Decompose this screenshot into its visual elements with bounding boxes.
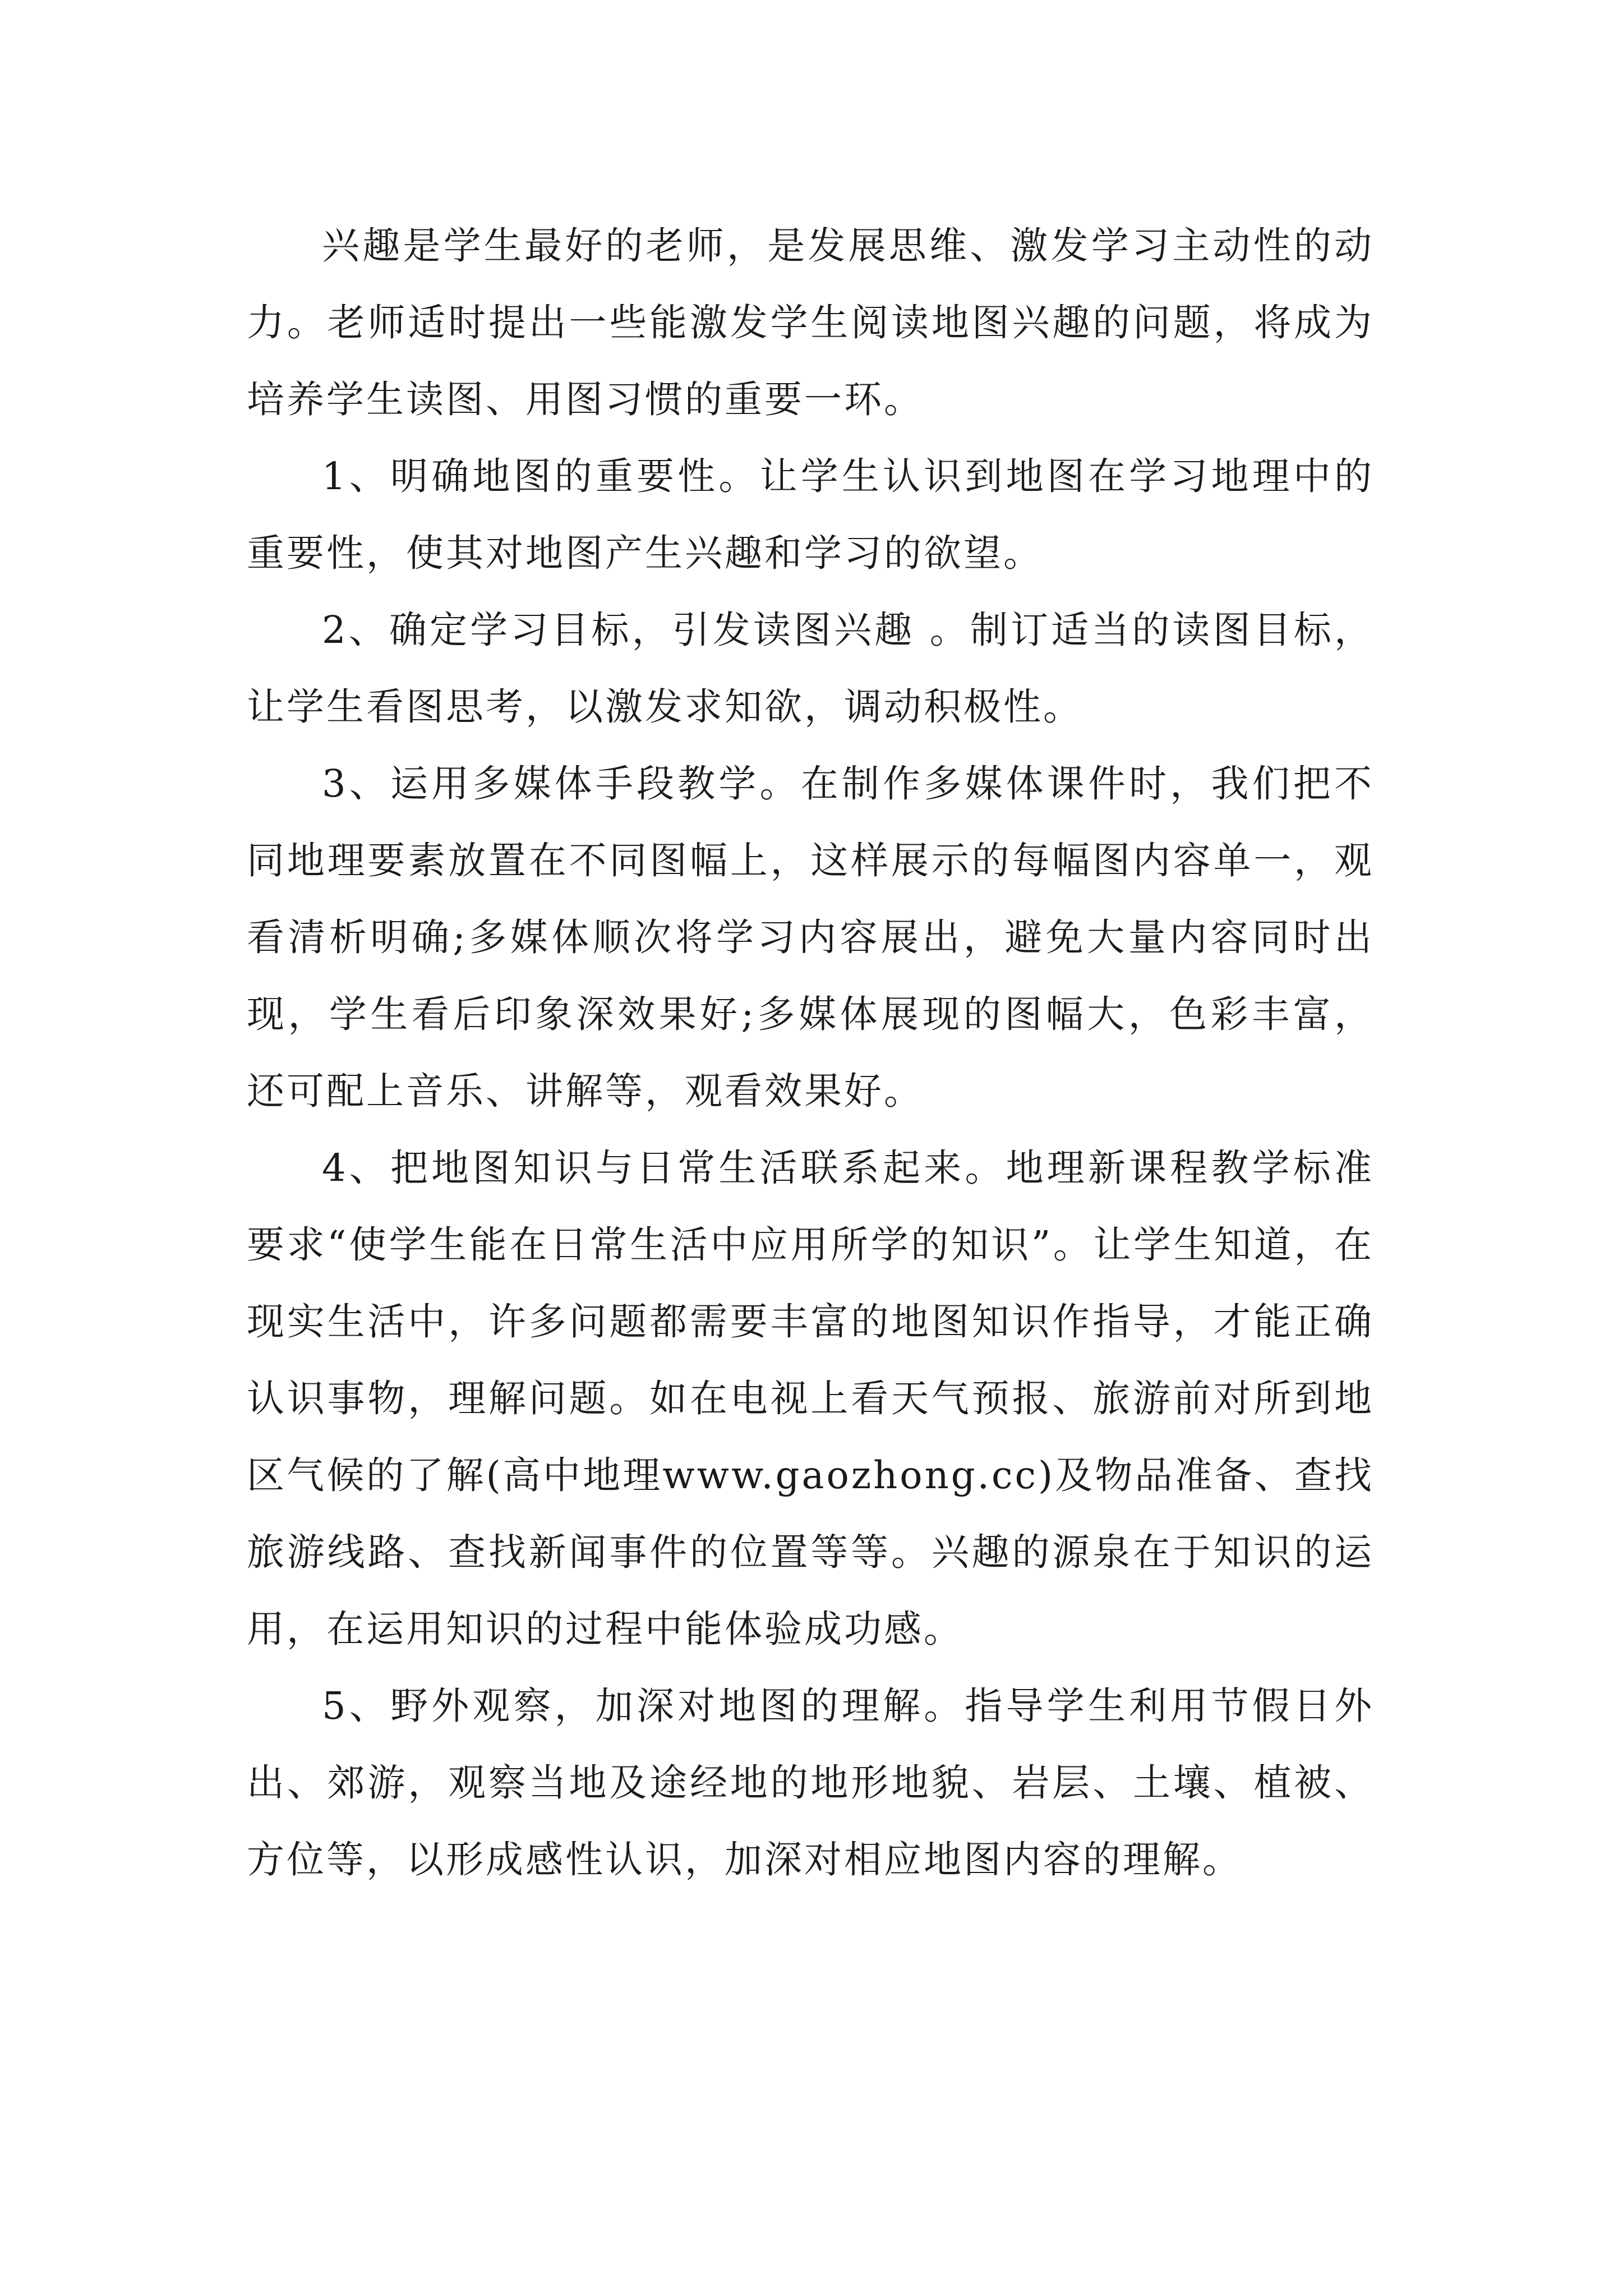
paragraph-point-2: 2、确定学习目标，引发读图兴趣 。制订适当的读图目标，让学生看图思考，以激发求知欲，调动积极性。 — [247, 608, 1374, 729]
document-body — [247, 208, 1374, 1898]
paragraph-intro: 兴趣是学生最好的老师，是发展思维、激发学习主动性的动力。老师适时提出一些能激发学生阅读地图兴趣的问题，将成为培养学生读图、用图习惯的重要一环。 — [247, 224, 1374, 421]
paragraph-point-3: 3、运用多媒体手段教学。在制作多媒体课件时，我们把不同地理要素放置在不同图幅上，这样展示的每幅图内容单一，观看清析明确;多媒体顺次将学习内容展出，避免大量内容同时出现，学生看后印象深效果好;多媒体展现的图幅大，色彩丰富，还可配上音乐、讲解等，观看效果好。 — [247, 762, 1374, 1113]
paragraph-point-5: 5、野外观察，加深对地图的理解。指导学生利用节假日外出、郊游，观察当地及途经地的地形地貌、岩层、土壤、植被、方位等，以形成感性认识，加深对相应地图内容的理解。 — [247, 1684, 1374, 1881]
paragraph-point-1: 1、明确地图的重要性。让学生认识到地图在学习地理中的重要性，使其对地图产生兴趣和学习的欲望。 — [247, 454, 1374, 575]
paragraph-point-4: 4、把地图知识与日常生活联系起来。地理新课程教学标准要求“使学生能在日常生活中应用所学的知识”。让学生知道，在现实生活中，许多问题都需要丰富的地图知识作指导，才能正确认识事物，理解问题。如在电视上看天气预报、旅游前对所到地区气候的了解(高中地理www.gaozhong.cc)及物品准备、查找旅游线路、查找新闻事件的位置等等。兴趣的源泉在于知识的运用，在运用知识的过程中能体验成功感。 — [247, 1146, 1374, 1651]
